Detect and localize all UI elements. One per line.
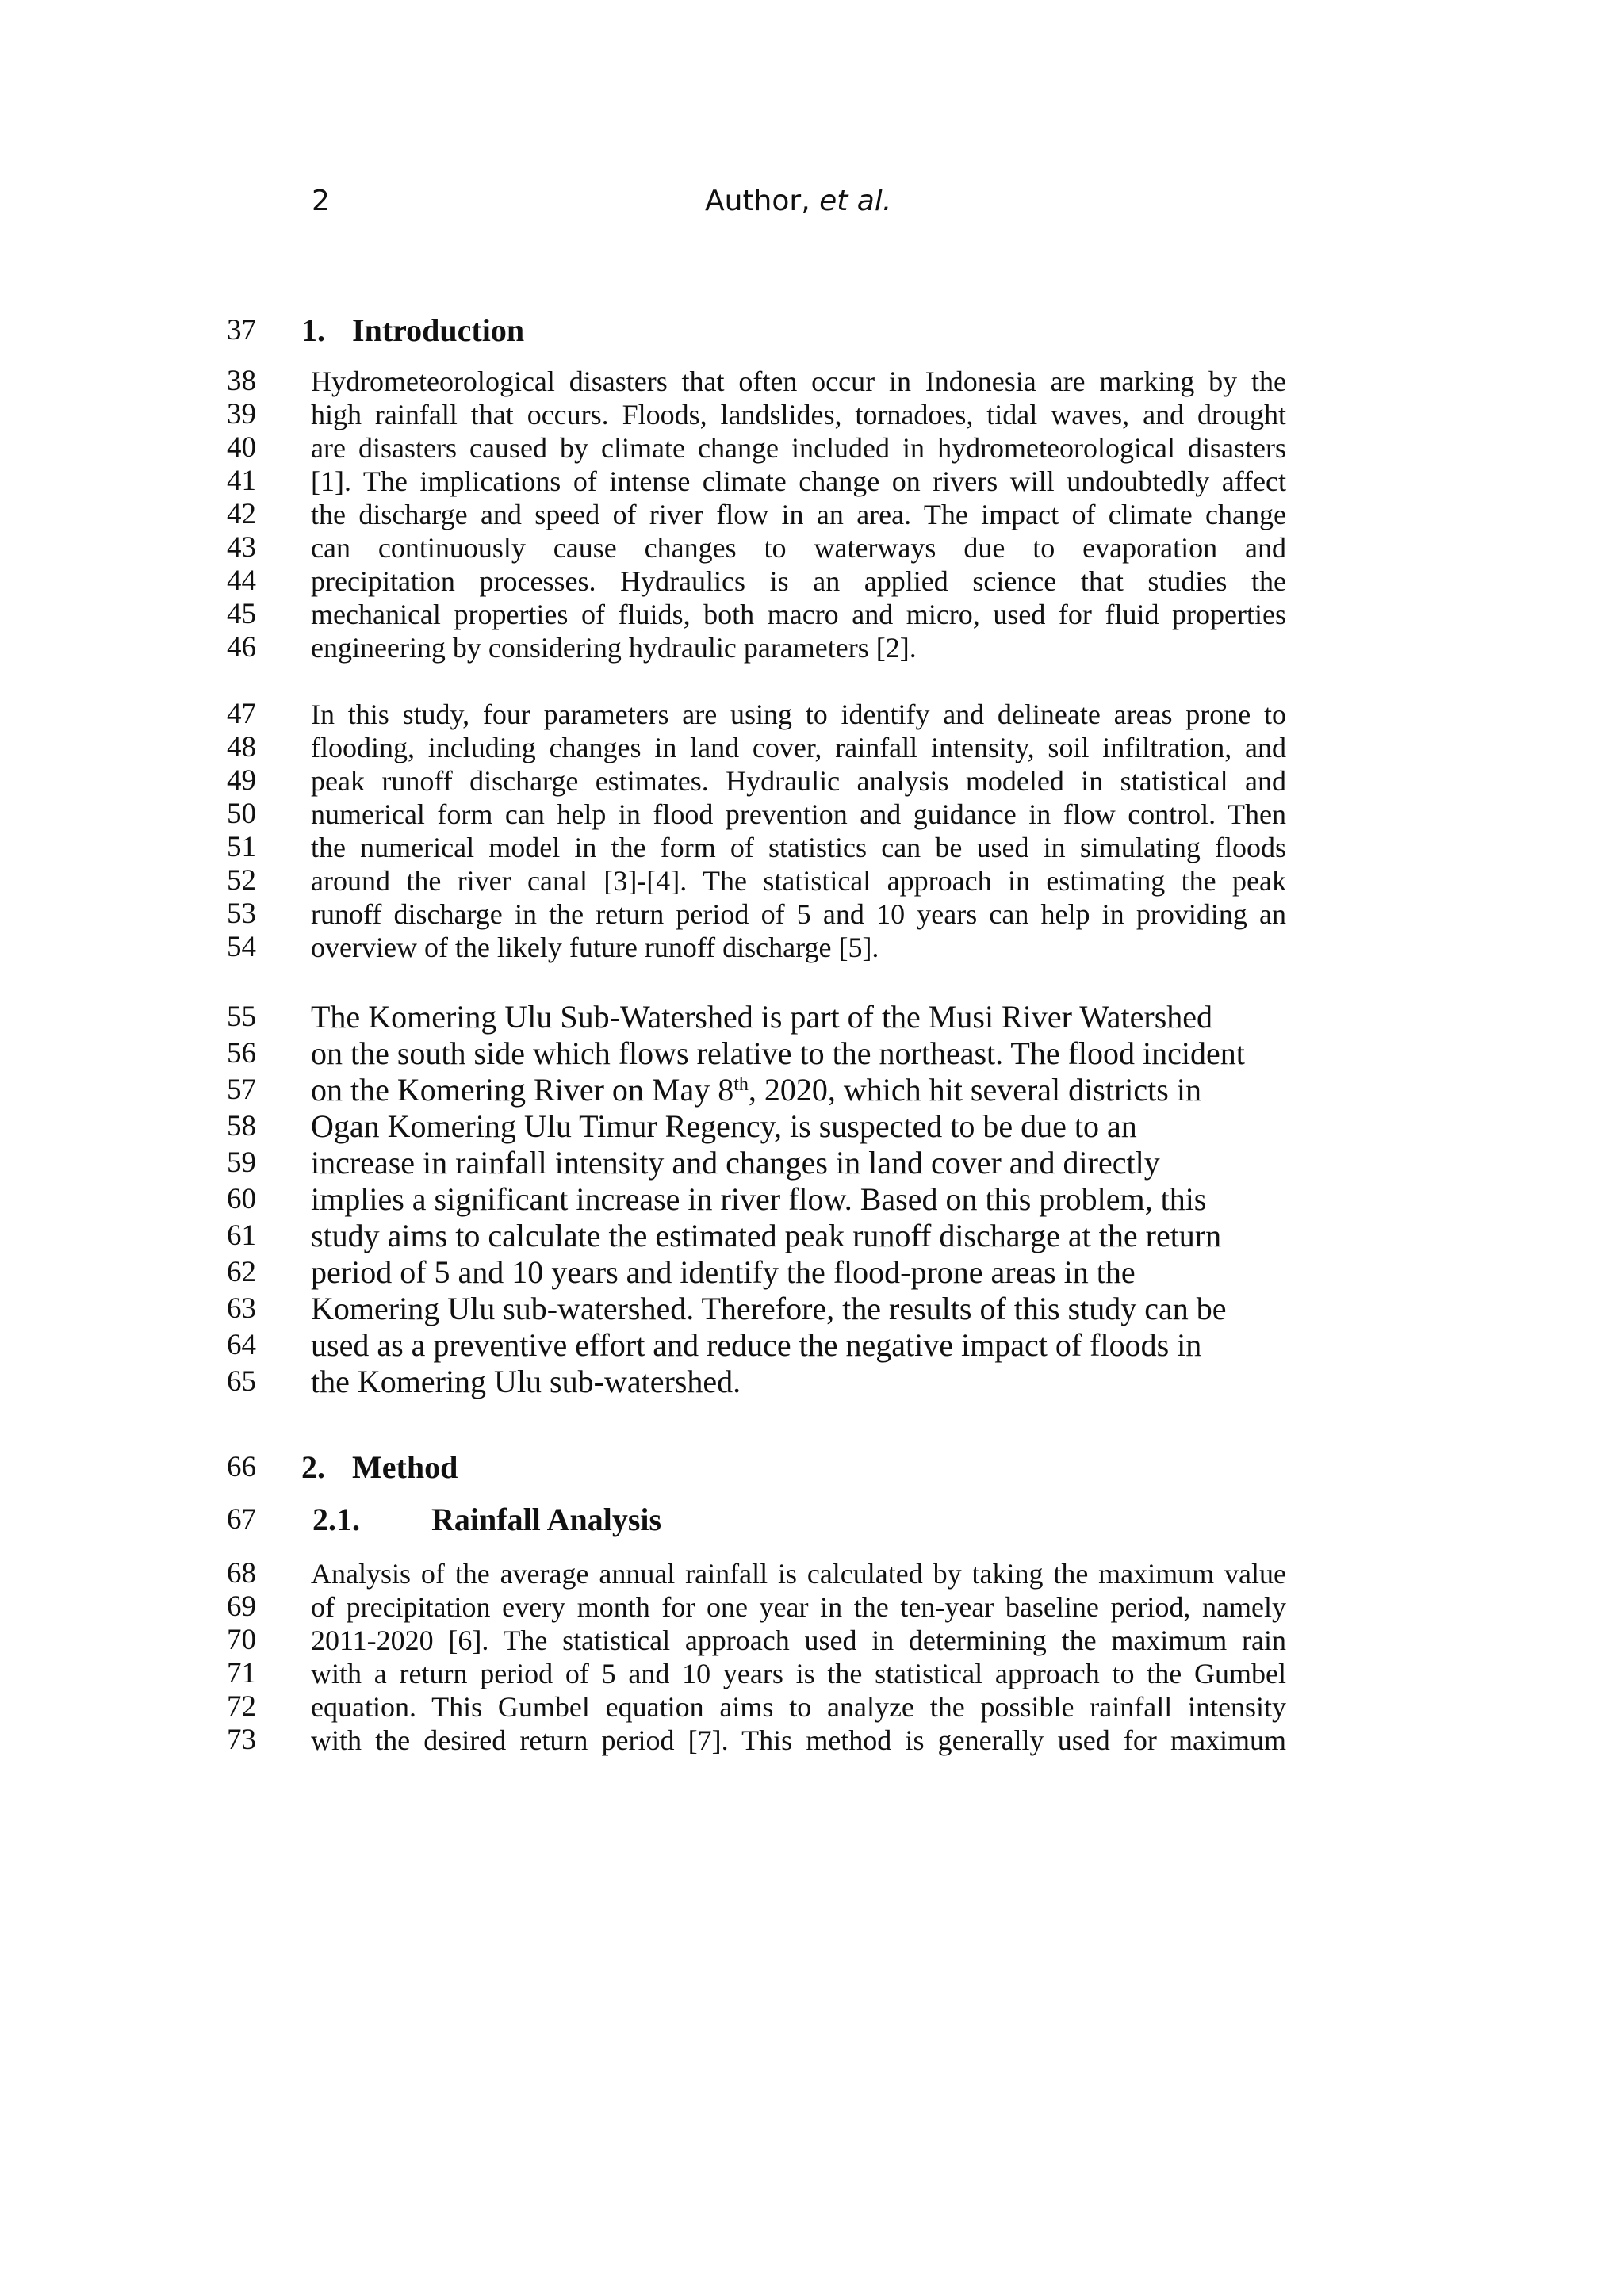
line-number: 61 — [227, 1219, 256, 1252]
line-number: 37 — [227, 314, 256, 346]
manuscript-line — [0, 864, 1624, 897]
line-number: 57 — [227, 1073, 256, 1106]
line-number: 47 — [227, 698, 256, 730]
body-text-line: engineering by considering hydraulic parameters [2]. — [311, 632, 917, 664]
subsection-title: Rainfall Analysis — [431, 1502, 662, 1537]
section-heading-method — [301, 1449, 458, 1486]
manuscript-line — [0, 764, 1624, 798]
manuscript-line — [0, 398, 1624, 431]
body-text-line: Ogan Komering Ulu Timur Regency, is suspected to be due to an — [311, 1108, 1137, 1144]
body-text-line: runoff discharge in the return period of 5 and 10 years can help in providing an — [311, 898, 1286, 930]
line-number: 39 — [227, 398, 256, 430]
line-number: 52 — [227, 864, 256, 897]
line-number: 68 — [227, 1557, 256, 1590]
ordinal-superscript: th — [733, 1073, 749, 1095]
body-text-line: with a return period of 5 and 10 years is the statistical approach to the Gumbel — [311, 1658, 1286, 1689]
manuscript-line — [0, 1690, 1624, 1724]
manuscript-line — [0, 731, 1624, 764]
manuscript-line — [0, 1449, 1624, 1486]
body-text-line: numerical form can help in flood prevention and guidance in flow control. Then — [311, 798, 1286, 830]
section-number: 2. — [301, 1449, 325, 1485]
manuscript-line — [0, 1035, 1624, 1072]
line-number: 69 — [227, 1590, 256, 1623]
body-text-line: used as a preventive effort and reduce the negative impact of floods in — [311, 1327, 1202, 1363]
line-number: 48 — [227, 731, 256, 763]
line-number: 60 — [227, 1183, 256, 1215]
body-text-line: precipitation processes. Hydraulics is an applied science that studies the — [311, 565, 1286, 597]
manuscript-line — [0, 897, 1624, 931]
body-text-line: Komering Ulu sub-watershed. Therefore, the results of this study can be — [311, 1291, 1227, 1326]
line-number: 43 — [227, 531, 256, 564]
body-text-line: the discharge and speed of river flow in an area. The impact of climate change — [311, 499, 1286, 530]
manuscript-line — [0, 1181, 1624, 1218]
line-number: 63 — [227, 1292, 256, 1325]
body-text-line: [1]. The implications of intense climate change on rivers will undoubtedly affect — [311, 465, 1286, 497]
body-text-line: In this study, four parameters are using to identify and delineate areas prone to — [311, 698, 1286, 730]
line-number: 72 — [227, 1690, 256, 1723]
manuscript-line — [0, 1502, 1624, 1538]
body-text-line: increase in rainfall intensity and changes in land cover and directly — [311, 1145, 1160, 1181]
manuscript-line — [0, 1657, 1624, 1690]
manuscript-line — [0, 631, 1624, 664]
manuscript-line — [0, 431, 1624, 465]
manuscript-line — [0, 1364, 1624, 1400]
manuscript-line — [0, 365, 1624, 398]
body-text-line: with the desired return period [7]. This method is generally used for maximum — [311, 1724, 1286, 1756]
manuscript-line — [0, 798, 1624, 831]
manuscript-line — [0, 531, 1624, 564]
line-number: 49 — [227, 764, 256, 797]
manuscript-line — [0, 1218, 1624, 1254]
body-text-line: can continuously cause changes to waterways due to evaporation and — [311, 532, 1286, 564]
manuscript-line — [0, 465, 1624, 498]
subsection-heading-rainfall-analysis — [312, 1502, 662, 1538]
body-text-line: flooding, including changes in land cover, rainfall intensity, soil infiltration, and — [311, 732, 1286, 763]
body-text-line: the numerical model in the form of statistics can be used in simulating floods — [311, 832, 1286, 863]
running-head-author — [705, 178, 891, 225]
body-text-line: high rainfall that occurs. Floods, landslides, tornadoes, tidal waves, and drought — [311, 399, 1286, 430]
line-number: 55 — [227, 1001, 256, 1033]
line-number: 70 — [227, 1624, 256, 1656]
body-text-line: The Komering Ulu Sub-Watershed is part of the Musi River Watershed — [311, 999, 1213, 1035]
et-al: et al. — [819, 185, 892, 217]
line-number: 66 — [227, 1451, 256, 1483]
line-number: 54 — [227, 931, 256, 963]
text-segment: , 2020, which hit several districts in — [748, 1072, 1201, 1108]
line-number: 56 — [227, 1037, 256, 1070]
line-number: 65 — [227, 1365, 256, 1398]
manuscript-line — [0, 312, 1624, 349]
manuscript-line — [0, 1327, 1624, 1364]
line-number: 38 — [227, 365, 256, 397]
line-number: 58 — [227, 1110, 256, 1142]
line-number: 71 — [227, 1657, 256, 1689]
line-number: 59 — [227, 1146, 256, 1179]
section-number: 1. — [301, 312, 325, 348]
section-heading-introduction — [301, 312, 525, 349]
line-number: 53 — [227, 897, 256, 930]
line-number: 73 — [227, 1724, 256, 1756]
manuscript-line — [0, 1724, 1624, 1757]
line-number: 46 — [227, 631, 256, 664]
manuscript-line — [0, 1557, 1624, 1590]
manuscript-line — [0, 1145, 1624, 1181]
body-text-line: 2011-2020 [6]. The statistical approach used in determining the maximum rain — [311, 1624, 1286, 1656]
body-text-line: on the south side which flows relative to the northeast. The flood incident — [311, 1035, 1245, 1071]
body-text-line: the Komering Ulu sub-watershed. — [311, 1364, 741, 1399]
manuscript-line — [0, 1590, 1624, 1624]
page-number: 2 — [312, 185, 330, 217]
manuscript-line — [0, 931, 1624, 964]
body-text-line: overview of the likely future runoff discharge [5]. — [311, 932, 879, 963]
line-number: 67 — [227, 1503, 256, 1536]
body-text-line: study aims to calculate the estimated peak runoff discharge at the return — [311, 1218, 1222, 1253]
body-text-line: peak runoff discharge estimates. Hydraulic analysis modeled in statistical and — [311, 765, 1286, 797]
manuscript-line — [0, 698, 1624, 731]
line-number: 62 — [227, 1256, 256, 1288]
manuscript-line — [0, 564, 1624, 598]
manuscript-line — [0, 498, 1624, 531]
line-number: 42 — [227, 498, 256, 530]
manuscript-line — [0, 999, 1624, 1035]
manuscript-line — [0, 1624, 1624, 1657]
manuscript-line — [0, 598, 1624, 631]
body-text-line: of precipitation every month for one year in the ten-year baseline period, namely — [311, 1591, 1286, 1623]
line-number: 40 — [227, 431, 256, 464]
line-number: 44 — [227, 564, 256, 597]
manuscript-line — [0, 1291, 1624, 1327]
body-text-line: period of 5 and 10 years and identify the flood-prone areas in the — [311, 1254, 1136, 1290]
manuscript-line — [0, 831, 1624, 864]
line-number: 45 — [227, 598, 256, 630]
body-text-line: implies a significant increase in river flow. Based on this problem, this — [311, 1181, 1207, 1217]
body-text-line: are disasters caused by climate change included in hydrometeorological disasters — [311, 432, 1286, 464]
line-number: 41 — [227, 465, 256, 497]
line-number: 50 — [227, 798, 256, 830]
body-text-line: Hydrometeorological disasters that often occur in Indonesia are marking by the — [311, 365, 1286, 397]
body-text-line — [311, 1072, 1286, 1108]
line-number: 51 — [227, 831, 256, 863]
section-title: Method — [352, 1449, 458, 1485]
section-title: Introduction — [352, 312, 525, 348]
body-text-line: equation. This Gumbel equation aims to analyze the possible rainfall intensity — [311, 1691, 1286, 1723]
body-text-line: Analysis of the average annual rainfall is calculated by taking the maximum value — [311, 1558, 1286, 1590]
manuscript-line — [0, 1254, 1624, 1291]
text-segment: on the Komering River on May 8 — [311, 1072, 734, 1108]
line-number: 64 — [227, 1329, 256, 1361]
author-name: Author, — [705, 185, 820, 217]
manuscript-line — [0, 1108, 1624, 1145]
subsection-number: 2.1. — [312, 1502, 360, 1537]
running-head — [0, 178, 1624, 225]
body-text-line: around the river canal [3]-[4]. The statistical approach in estimating the peak — [311, 865, 1286, 897]
manuscript-line — [0, 1072, 1624, 1108]
body-text-line: mechanical properties of fluids, both macro and micro, used for fluid properties — [311, 599, 1286, 630]
